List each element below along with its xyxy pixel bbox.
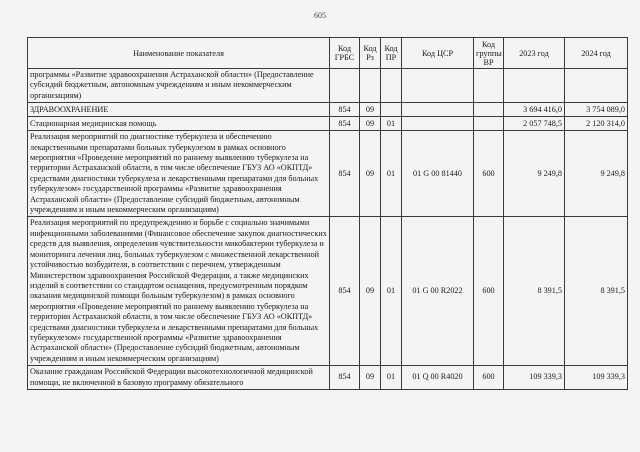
row-rz: 09 <box>360 366 381 390</box>
row-grbs: 854 <box>330 131 360 217</box>
row-name: Реализация мероприятий по диагностике туберкулеза и обеспечению лекарственными препаратами больных туберкулезом в рамках основного мероприятия «Проведение мероприятий по раннему выявлению туберкулеза на территории Астраханской области, в том числе обеспечение ГБУЗ АО «ОКПТД» средствами диагностики туберкулеза и лекарственными препаратами для больных туберкулезом» государственной программы «Развитие здравоохранения Астраханской области» (Предоставление субсидий бюджетным, автономным учреждениям и иным некоммерческим организациям) <box>28 131 330 217</box>
row-grbs: 854 <box>330 217 360 366</box>
row-rz: 09 <box>360 117 381 131</box>
row-csr: 01 G 00 R2022 <box>402 217 474 366</box>
row-2024: 8 391,5 <box>565 217 628 366</box>
row-name: Стационарная медицинская помощь <box>28 117 330 131</box>
row-rz: 09 <box>360 217 381 366</box>
row-grbs: 854 <box>330 103 360 117</box>
header-vr: Код группы ВР <box>474 38 504 69</box>
budget-table <box>27 37 628 390</box>
row-name: Реализация мероприятий по предупреждению и борьбе с социально значимыми инфекционными заболеваниями (Финансовое обеспечение закупок диагностических средств для выявления, определения чувствительности микобактерии туберкулеза и мониторинга лечения лиц, больных туберкулезом с множественной лекарственной устойчивостью возбудителя, в соответствии с перечнем, утвержденным Министерством здравоохранения Российской Федерации, а также медицинских изделий в соответствии со стандартом оснащения, предусмотренным порядком оказания медицинской помощи больным туберкулезом) в рамках основного мероприятия «Проведение мероприятий по раннему выявлению туберкулеза на территории Астраханской области, в том числе обеспечение ГБУЗ АО «ОКПТД» средствами диагностики туберкулеза и лекарственными препаратами для больных туберкулезом» государственной программы «Развитие здравоохранения Астраханской области» (Предоставление субсидий бюджетным, автономным учреждениям и иным некоммерческим организациям) <box>28 217 330 366</box>
row-2023: 109 339,3 <box>504 366 565 390</box>
row-vr <box>474 103 504 117</box>
header-2024: 2024 год <box>565 38 628 69</box>
row-vr: 600 <box>474 366 504 390</box>
row-csr: 01 G 00 81440 <box>402 131 474 217</box>
table-row <box>28 69 628 103</box>
row-rz: 09 <box>360 131 381 217</box>
row-2023 <box>504 69 565 103</box>
row-pr: 01 <box>381 217 402 366</box>
table-row <box>28 217 628 366</box>
row-name: программы «Развитие здравоохранения Астраханской области» (Предоставление субсидий бюджетным, автономным учреждениям и иным некоммерческим организациям) <box>28 69 330 103</box>
page-number: 605 <box>314 11 326 20</box>
table-row <box>28 131 628 217</box>
row-2024: 9 249,8 <box>565 131 628 217</box>
row-2023: 9 249,8 <box>504 131 565 217</box>
row-csr: 01 Q 00 R4020 <box>402 366 474 390</box>
row-grbs: 854 <box>330 117 360 131</box>
row-grbs: 854 <box>330 366 360 390</box>
row-rz <box>360 69 381 103</box>
row-vr <box>474 117 504 131</box>
header-2023: 2023 год <box>504 38 565 69</box>
row-2024 <box>565 69 628 103</box>
row-2023: 3 694 416,0 <box>504 103 565 117</box>
table-row <box>28 117 628 131</box>
header-csr: Код ЦСР <box>402 38 474 69</box>
row-2024: 2 120 314,0 <box>565 117 628 131</box>
row-2024: 3 754 089,0 <box>565 103 628 117</box>
header-rz: Код Рз <box>360 38 381 69</box>
table-row <box>28 103 628 117</box>
row-pr <box>381 103 402 117</box>
row-2024: 109 339,3 <box>565 366 628 390</box>
table-header-row <box>28 38 628 69</box>
row-pr: 01 <box>381 366 402 390</box>
header-grbs: Код ГРБС <box>330 38 360 69</box>
row-rz: 09 <box>360 103 381 117</box>
row-pr <box>381 69 402 103</box>
header-name: Наименование показателя <box>28 38 330 69</box>
row-grbs <box>330 69 360 103</box>
row-vr: 600 <box>474 131 504 217</box>
row-csr <box>402 69 474 103</box>
header-pr: Код ПР <box>381 38 402 69</box>
row-name: ЗДРАВООХРАНЕНИЕ <box>28 103 330 117</box>
row-csr <box>402 117 474 131</box>
row-csr <box>402 103 474 117</box>
row-pr: 01 <box>381 117 402 131</box>
row-2023: 8 391,5 <box>504 217 565 366</box>
row-vr <box>474 69 504 103</box>
table-row <box>28 366 628 390</box>
row-vr: 600 <box>474 217 504 366</box>
row-name: Оказание гражданам Российской Федерации высокотехнологичной медицинской помощи, не включенной в базовую программу обязательного <box>28 366 330 390</box>
row-pr: 01 <box>381 131 402 217</box>
row-2023: 2 057 748,5 <box>504 117 565 131</box>
